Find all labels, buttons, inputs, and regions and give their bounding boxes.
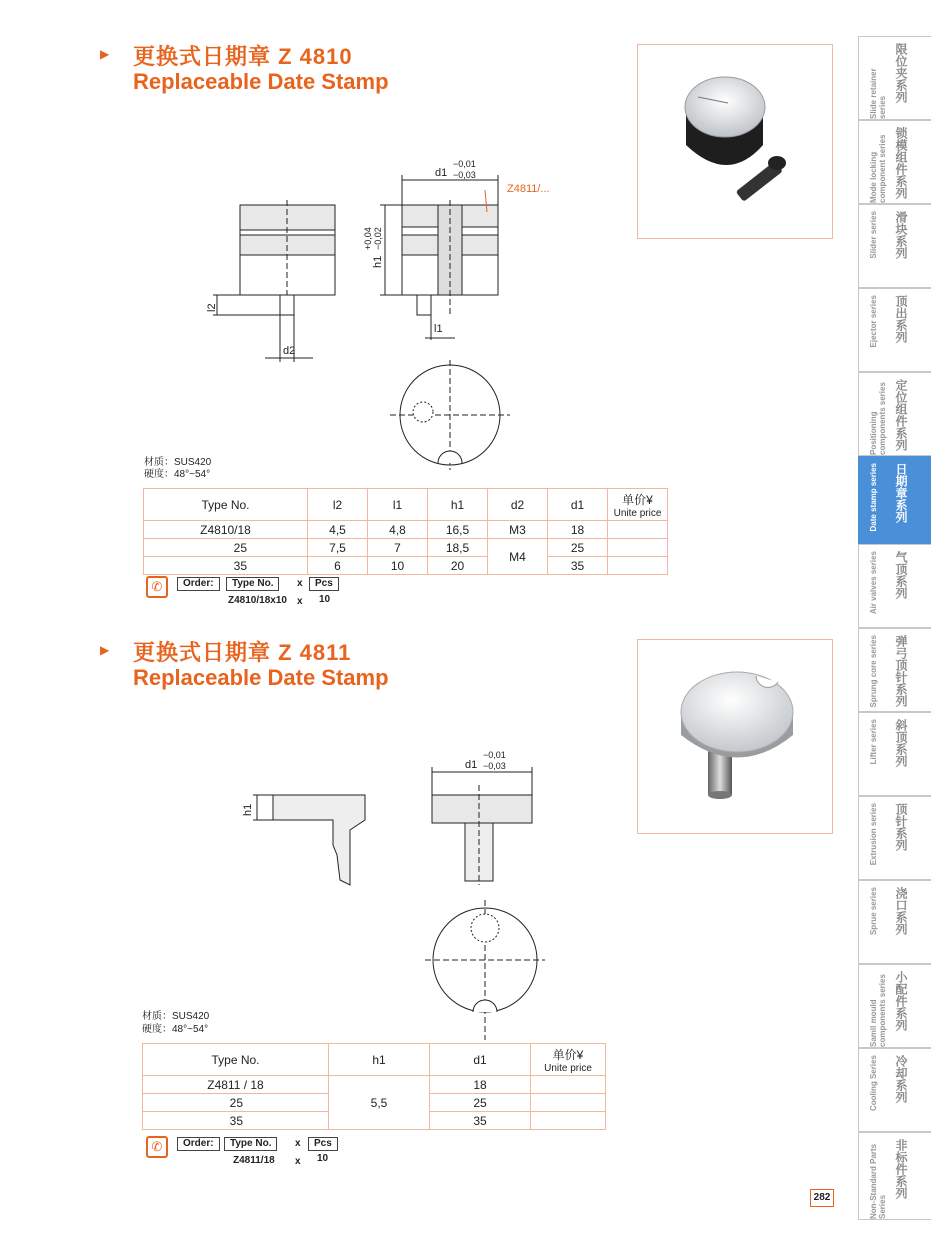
col-header-h1: h1 [428, 489, 488, 521]
sidebar-item-label: 顶针系列 [894, 803, 908, 851]
phone-order-icon: ✆ [146, 576, 168, 598]
cell: 18,5 [428, 539, 488, 557]
order-example-type: Z4811/18 [233, 1155, 275, 1166]
sidebar-item-sublabel: Positioning components series [869, 382, 887, 455]
cell: Z4810/18 [144, 521, 308, 539]
cell: 18 [548, 521, 608, 539]
price-cn: 单价¥ [622, 492, 653, 507]
section1-spec-table [143, 488, 668, 575]
cell: M3 [488, 521, 548, 539]
order-example-qty: 10 [317, 1153, 329, 1164]
order-example-qty: 10 [319, 594, 331, 605]
sidebar-item-mode-locking[interactable] [858, 120, 931, 204]
section2-product-photo [637, 639, 833, 834]
sidebar-item-lifter[interactable] [858, 712, 931, 796]
sidebar-item-sublabel: Ejector series [869, 295, 878, 348]
dim-l2: l2 [206, 303, 218, 312]
sidebar-item-ejector[interactable] [858, 288, 931, 372]
sidebar-item-sublabel: Slide retainer series [869, 68, 887, 119]
dim-h1-lower: −0,02 [373, 227, 383, 250]
sidebar-item-non-standard[interactable] [858, 1132, 931, 1220]
sidebar-item-date-stamp[interactable] [858, 456, 931, 544]
col-header-d1: d1 [430, 1044, 531, 1076]
section1-title-cn: 更换式日期章 Z 4810 [133, 44, 353, 69]
sidebar-item-sublabel: Sprung core series [869, 635, 878, 708]
cell-price [608, 521, 668, 539]
cell-merged-d2: M4 [488, 539, 548, 575]
sidebar-item-air-valves[interactable] [858, 544, 931, 628]
sidebar-item-label: 小配件系列 [894, 971, 908, 1031]
date-stamp-image [638, 640, 832, 833]
order-x: x [297, 578, 303, 589]
order-example-x: x [295, 1156, 301, 1167]
section1-title-en: Replaceable Date Stamp [133, 69, 389, 94]
order-label: Order: [177, 1137, 220, 1151]
sidebar-item-sublabel: Sprue series [869, 887, 878, 936]
col-header-d1: d1 [548, 489, 608, 521]
dim-d1-lower: −0,03 [453, 170, 476, 180]
sidebar-item-label: 浇口系列 [894, 887, 908, 935]
col-header-l2: l2 [308, 489, 368, 521]
table-row [144, 539, 668, 557]
sidebar-item-sublabel: Mode locking component series [869, 134, 887, 203]
order-label: Order: [177, 577, 220, 591]
col-header-h1: h1 [329, 1044, 430, 1076]
cell: 6 [308, 557, 368, 575]
sidebar-item-sublabel: Samll mould components series [869, 974, 887, 1047]
cell: Z4811 / 18 [143, 1076, 329, 1094]
sidebar-item-label: 冷却系列 [894, 1055, 908, 1103]
col-header-d2: d2 [488, 489, 548, 521]
sidebar-item-label: 定位组件系列 [894, 379, 908, 451]
order-type-box: Type No. [226, 577, 279, 591]
cell: 16,5 [428, 521, 488, 539]
section1-bullet-icon: ▶ [100, 47, 110, 61]
cell-merged-h1: 5,5 [329, 1076, 430, 1130]
order-pcs-box: Pcs [308, 1137, 338, 1151]
cell-price [531, 1112, 606, 1130]
section1-product-photo [637, 44, 833, 239]
dim-d1: d1 [465, 759, 478, 771]
col-header-l1: l1 [368, 489, 428, 521]
sidebar-item-extrusion[interactable] [858, 796, 931, 880]
phone-order-icon: ✆ [146, 1136, 168, 1158]
sidebar-item-sublabel: Non-Standard Parts Series [869, 1143, 887, 1219]
dim-ref: Z4811/... [507, 183, 550, 195]
sidebar-item-label: 弹弓顶针系列 [894, 635, 908, 707]
cell: 25 [143, 1094, 329, 1112]
price-en: Unite price [544, 1062, 592, 1074]
dim-d1-lower: −0,03 [483, 761, 506, 771]
col-header-type: Type No. [143, 1044, 329, 1076]
table-row [144, 521, 668, 539]
sidebar-item-cooling[interactable] [858, 1048, 931, 1132]
dim-d1: d1 [435, 167, 448, 179]
sidebar-item-label: 非标件系列 [894, 1139, 908, 1199]
sidebar-item-sprue[interactable] [858, 880, 931, 964]
date-stamp-image [638, 45, 832, 238]
order-pcs-box: Pcs [309, 577, 339, 591]
sidebar-item-slider[interactable] [858, 204, 931, 288]
sidebar-item-sublabel: Cooling Series [869, 1055, 878, 1112]
sidebar-item-label: 顶出系列 [894, 295, 908, 343]
section1-technical-drawing [195, 150, 550, 470]
sidebar-item-slide-retainer[interactable] [858, 36, 931, 120]
section1-hardness: 硬度：48°~54° [144, 469, 211, 480]
cell-price [531, 1076, 606, 1094]
cell: 35 [144, 557, 308, 575]
sidebar-item-sublabel: Lifter series [869, 719, 878, 765]
order-type-box: Type No. [224, 1137, 277, 1151]
col-header-type: Type No. [144, 489, 308, 521]
sidebar-item-positioning[interactable] [858, 372, 931, 456]
dim-h1-upper: +0,04 [363, 227, 373, 250]
sidebar-item-label: 日期章系列 [894, 463, 908, 523]
price-en: Unite price [613, 507, 662, 519]
order-x: x [295, 1138, 301, 1149]
dim-h1: h1 [372, 255, 384, 268]
cell: 35 [430, 1112, 531, 1130]
section2-technical-drawing [235, 750, 555, 1040]
sidebar-item-label: 气顶系列 [894, 551, 908, 599]
cell: 4,8 [368, 521, 428, 539]
col-header-price [608, 489, 668, 521]
cell: 20 [428, 557, 488, 575]
dim-h1: h1 [242, 803, 254, 816]
dim-d1-upper: −0,01 [453, 159, 476, 169]
cell: 7 [368, 539, 428, 557]
dim-d2: d2 [283, 345, 296, 357]
section2-material: 材质：SUS420 [142, 1011, 210, 1022]
sidebar-item-mould-components[interactable] [858, 964, 931, 1048]
dim-l1: l1 [434, 323, 443, 335]
sidebar-item-sublabel: Air valves series [869, 551, 878, 615]
cell: 7,5 [308, 539, 368, 557]
cell-price [608, 557, 668, 575]
sidebar-item-sublabel: Extrusion series [869, 803, 878, 866]
section2-bullet-icon: ▶ [100, 643, 110, 657]
sidebar-item-sublabel: Date stamp series [869, 463, 878, 532]
cell: 18 [430, 1076, 531, 1094]
cell: 25 [430, 1094, 531, 1112]
section2-title-en: Replaceable Date Stamp [133, 665, 389, 690]
sidebar-item-label: 滑块系列 [894, 211, 908, 259]
cell-price [531, 1094, 606, 1112]
cell: 4,5 [308, 521, 368, 539]
cell: 25 [548, 539, 608, 557]
order-example-type: Z4810/18x10 [228, 595, 287, 606]
cell: 25 [144, 539, 308, 557]
cell: 35 [143, 1112, 329, 1130]
table-row [144, 557, 668, 575]
sidebar-item-sublabel: Slider series [869, 211, 878, 259]
cell-price [608, 539, 668, 557]
sidebar-item-label: 限位夹系列 [894, 43, 908, 103]
cell: 10 [368, 557, 428, 575]
dim-d1-upper: −0,01 [483, 750, 506, 760]
sidebar-item-sprung-core[interactable] [858, 628, 931, 712]
section1-material: 材质：SUS420 [144, 457, 212, 468]
col-header-price [531, 1044, 606, 1076]
table-row [143, 1076, 606, 1094]
sidebar-item-label: 锁模组件系列 [894, 127, 908, 199]
price-cn: 单价¥ [552, 1047, 584, 1062]
section2-title-cn: 更换式日期章 Z 4811 [133, 640, 352, 665]
sidebar-item-label: 斜顶系列 [894, 719, 908, 767]
section2-spec-table [142, 1043, 606, 1130]
order-example-x: x [297, 596, 303, 607]
cell: 35 [548, 557, 608, 575]
page-number: 282 [810, 1189, 834, 1207]
section2-hardness: 硬度：48°~54° [142, 1024, 209, 1035]
